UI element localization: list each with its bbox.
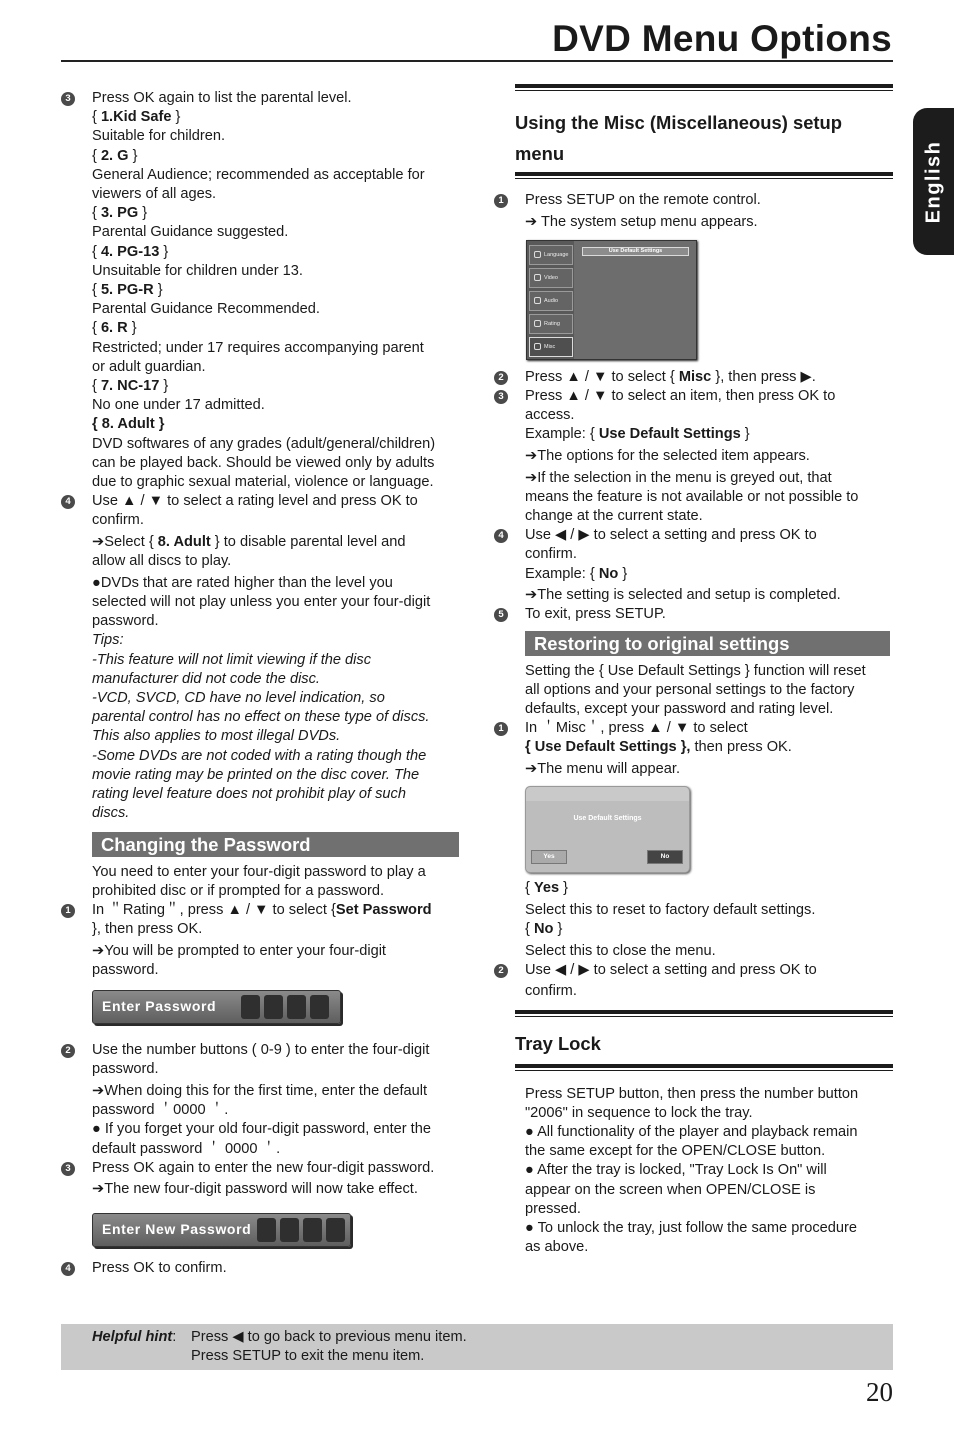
parental-step-4: 4 Use ▲ / ▼ to select a rating level and press OK to	[61, 492, 461, 511]
parental-step-3: 3 Press OK again to list the parental level.	[61, 89, 461, 108]
adult-note: ➔Select { 8. Adult } to disable parental level and	[92, 534, 406, 551]
setup-menu-item: Misc	[529, 337, 573, 357]
rating-label: { 8. Adult }	[92, 416, 165, 433]
page-number: 20	[866, 1377, 893, 1407]
tray-lock-line: ● To unlock the tray, just follow the same procedure	[525, 1220, 857, 1237]
step-number-icon: 1	[494, 722, 508, 736]
step-number-icon: 2	[61, 1044, 75, 1058]
password-step-1: 1 In ＂Rating＂, press ▲ / ▼ to select {Set Password	[61, 901, 461, 920]
step-number-icon: 4	[61, 1262, 75, 1276]
setup-menu-header: Use Default Settings	[582, 247, 689, 256]
section-rule	[515, 1064, 893, 1071]
no-option: { No }	[525, 921, 563, 938]
misc-step-1: 1 Press SETUP on the remote control.	[494, 191, 894, 210]
misc-step-3: 3 Press ▲ / ▼ to select an item, then press OK to	[494, 387, 894, 406]
step-number-icon: 1	[61, 904, 75, 918]
section-rule	[515, 172, 893, 179]
section-rule	[515, 1010, 893, 1017]
misc-step-2: 2 Press ▲ / ▼ to select { Misc }, then press ▶.	[494, 368, 894, 387]
rating-description: can be played back. Should be viewed only by adults	[92, 454, 435, 471]
tips-list	[61, 651, 461, 824]
rating-description: Suitable for children.	[92, 128, 226, 145]
password-intro: You need to enter your four-digit password to play a	[92, 863, 426, 880]
rating-label: { 2. G }	[92, 147, 138, 164]
default-settings-dialog	[525, 786, 690, 873]
rating-description: Parental Guidance Recommended.	[92, 301, 320, 318]
setup-menu-screenshot	[526, 240, 697, 360]
rating-description: No one under 17 admitted.	[92, 397, 265, 414]
hint-line-2: Press SETUP to exit the menu item.	[191, 1348, 425, 1364]
rating-list	[61, 108, 461, 492]
title-rule	[61, 60, 893, 62]
tip-line: movie rating may be printed on the disc cover. The	[92, 766, 420, 783]
step-number-icon: 5	[494, 608, 508, 622]
step-number-icon: 2	[494, 964, 508, 978]
password-step-4: 4 Press OK to confirm.	[61, 1259, 461, 1278]
menu-item-icon	[534, 251, 541, 258]
tray-lock-line: the same except for the OPEN/CLOSE button.	[525, 1143, 826, 1160]
rating-label: { 5. PG-R }	[92, 282, 163, 299]
password-step-3: 3 Press OK again to enter the new four-digit password.	[61, 1159, 461, 1178]
tray-lock-text	[494, 1085, 894, 1258]
dialog-no-button[interactable]: No	[647, 850, 683, 864]
setup-menu-item: Audio	[529, 291, 573, 311]
rating-description: Restricted; under 17 requires accompanying parent	[92, 339, 424, 356]
tray-lock-line: ● All functionality of the player and playback remain	[525, 1124, 858, 1141]
tip-line: -Some DVDs are not coded with a rating though the	[92, 747, 427, 764]
language-tab	[913, 108, 954, 255]
rating-description: due to graphic sexual material, violence or language.	[92, 474, 434, 491]
higher-rating-note: ●DVDs that are rated higher than the level you	[92, 574, 393, 591]
left-column: 3 Press OK again to list the parental level. { 1.Kid Safe } Suitable for children. { 2. G } General Audience; recommended as acceptable for viewers of all ages. { 3. PG } Parental Guidance suggested. { 4. PG-13 } Unsuitable for children under 13. { 5. PG-R } Parental Guidance Recommended. { 6. R } Restricted; under 17 requires accompanying parent or adult guardian. { 7. NC-17 } No one under 17 admitted. { 8. Adult } DVD softwares of any grades (adult/general/children) can be played back. Should be viewed only by adults due to graphic sexual material, violence or language. 4 Use ▲ / ▼ to select a rating level and press OK to confirm. ➔Select { 8. Adult } to disable parental level and allow all discs to play. ●DVDs that are rated higher than the level you selected will not play unless you enter your four-digit password. Tips: -This feature will not limit viewing if the disc manufacturer did not code the disc. -VCD, SVCD, CD have no level indication, so parental control has no effect on these type of discs. This also applies to most illegal DVDs. -Some DVDs are not coded with a rating though the movie rating may be printed on the disc cover. The rating level feature does not prohibit play of such discs. Changing the Password You need to enter your four-digit password to play a prohibited disc or if prompted for a password. 1 In ＂Rating＂, press ▲ / ▼ to select {Set Password }, then press OK. ➔You will be prompted to enter your four-digit password. Enter Password 2 Use the number buttons ( 0-9 ) to enter the four-digit password. ➔When doing this for the first time, enter the default password ＇0000 ＇. ● If you forget your old four-digit password, enter the default password ＇ 0000 ＇. 3 Press OK again to enter the new four-digit password. ➔The new four-digit password will now take effect. Enter New Password 4 Press OK to confirm.	[61, 89, 461, 1278]
setup-menu-item: Language	[529, 245, 573, 265]
enter-new-password-label: Enter New Password	[102, 1220, 252, 1237]
right-column: Using the Misc (Miscellaneous) setup menu 1 Press SETUP on the remote control. ➔ The system setup menu appears. Language Video Audio Rating Misc Use Default Settings 2 Press ▲ / ▼ to select { Misc }, then press ▶. 3 Press ▲ / ▼ to select an item, then press OK to access. Example: { Use Default Settings } ➔The options for the selected item appears. ➔If the selection in the menu is greyed out, that means the feature is not available or not possible to change at the current state. 4 Use ◀ / ▶ to select a setting and press OK to confirm. Example: { No } ➔The setting is selected and setup is completed. 5 To exit, press SETUP. Restoring to original settings Setting the { Use Default Settings } function will reset all options and your personal settings to the factory defaults, except your password and rating level. 1 In ＇Misc＇, press ▲ / ▼ to select { Use Default Settings }, then press OK. ➔The menu will appear. Use Default Settings Yes No { Yes } Select this to reset to factory default settings. { No } Select this to close the menu. 2 Use ◀ / ▶ to select a setting and press OK to confirm. Tray Lock Press SETUP button, then press the number button "2006" in sequence to lock the tray. ● All functionality of the player and playback remain the same except for the OPEN/CLOSE button. ● After the tray is locked, "Tray Lock Is On" will appear on the screen when OPEN/CLOSE is pressed. ● To unlock the tray, just follow the same procedure as above.	[494, 84, 894, 1257]
changing-password-heading: Changing the Password	[92, 832, 459, 857]
yes-option: { Yes }	[525, 880, 569, 897]
step-number-icon: 2	[494, 371, 508, 385]
enter-password-label: Enter Password	[102, 998, 217, 1015]
tip-line: rating level feature does not prohibit play of such	[92, 786, 406, 803]
helpful-hint-box: Helpful hint: Press ◀ to go back to previous menu item. Press SETUP to exit the menu item.	[61, 1324, 893, 1370]
menu-item-icon	[534, 274, 541, 281]
rating-label: { 7. NC-17 }	[92, 378, 169, 395]
misc-heading: Using the Misc (Miscellaneous) setup	[515, 112, 843, 133]
tip-line: parental control has no effect on these type of discs.	[92, 709, 430, 726]
step-number-icon: 4	[494, 529, 508, 543]
new-password-digit-cells	[257, 1218, 345, 1242]
rating-description: General Audience; recommended as acceptable for	[92, 166, 425, 183]
tray-lock-line: pressed.	[525, 1200, 581, 1217]
rating-label: { 1.Kid Safe }	[92, 109, 181, 126]
restore-intro: Setting the { Use Default Settings } function will reset	[525, 662, 866, 679]
tray-lock-line: "2006" in sequence to lock the tray.	[525, 1104, 753, 1121]
tip-line: discs.	[92, 805, 130, 822]
restore-step-2: 2 Use ◀ / ▶ to select a setting and press OK to	[494, 961, 894, 980]
menu-item-icon	[534, 320, 541, 327]
enter-new-password-box	[92, 1213, 351, 1247]
language-tab-label: English	[922, 140, 944, 223]
page-title: DVD Menu Options	[552, 18, 892, 59]
rating-label: { 3. PG }	[92, 205, 148, 222]
dialog-message: Use Default Settings	[573, 815, 642, 823]
step-number-icon: 1	[494, 194, 508, 208]
rating-description: viewers of all ages.	[92, 186, 217, 203]
tip-line: This also applies to most illegal DVDs.	[92, 728, 341, 745]
tip-line: -VCD, SVCD, CD have no level indication, so	[92, 690, 385, 707]
misc-step-5: 5 To exit, press SETUP.	[494, 605, 894, 624]
tray-lock-line: ● After the tray is locked, "Tray Lock Is On" will	[525, 1162, 827, 1179]
rating-label: { 6. R }	[92, 320, 137, 337]
tray-lock-line: as above.	[525, 1239, 589, 1256]
step-number-icon: 3	[494, 390, 508, 404]
dialog-yes-button[interactable]: Yes	[531, 850, 567, 864]
section-rule	[515, 84, 893, 91]
setup-menu-item: Video	[529, 268, 573, 288]
rating-description: or adult guardian.	[92, 358, 206, 375]
step-number-icon: 3	[61, 1162, 75, 1176]
tray-lock-line: Press SETUP button, then press the number button	[525, 1085, 859, 1102]
tips-title: Tips:	[92, 632, 124, 649]
setup-menu-item: Rating	[529, 314, 573, 334]
password-step-2: 2 Use the number buttons ( 0-9 ) to enter the four-digit	[61, 1041, 461, 1060]
tip-line: manufacturer did not code the disc.	[92, 670, 320, 687]
rating-description: Parental Guidance suggested.	[92, 224, 289, 241]
tray-lock-line: appear on the screen when OPEN/CLOSE is	[525, 1181, 816, 1198]
step-number-icon: 4	[61, 495, 75, 509]
tray-lock-heading: Tray Lock	[515, 1032, 601, 1054]
rating-description: DVD softwares of any grades (adult/general/children)	[92, 435, 436, 452]
menu-item-icon	[534, 297, 541, 304]
tip-line: -This feature will not limit viewing if the disc	[92, 651, 371, 668]
enter-password-box	[92, 990, 341, 1024]
restoring-heading: Restoring to original settings	[525, 631, 890, 656]
rating-label: { 4. PG-13 }	[92, 243, 169, 260]
password-digit-cells	[241, 995, 329, 1019]
hint-label: Helpful hint	[92, 1329, 173, 1345]
restore-step-1: 1 In ＇Misc＇, press ▲ / ▼ to select	[494, 719, 894, 738]
menu-item-icon	[534, 343, 541, 350]
rating-description: Unsuitable for children under 13.	[92, 262, 303, 279]
hint-line-1: Press ◀ to go back to previous menu item.	[191, 1329, 467, 1345]
misc-step-4: 4 Use ◀ / ▶ to select a setting and press OK to	[494, 526, 894, 545]
step-number-icon: 3	[61, 92, 75, 106]
